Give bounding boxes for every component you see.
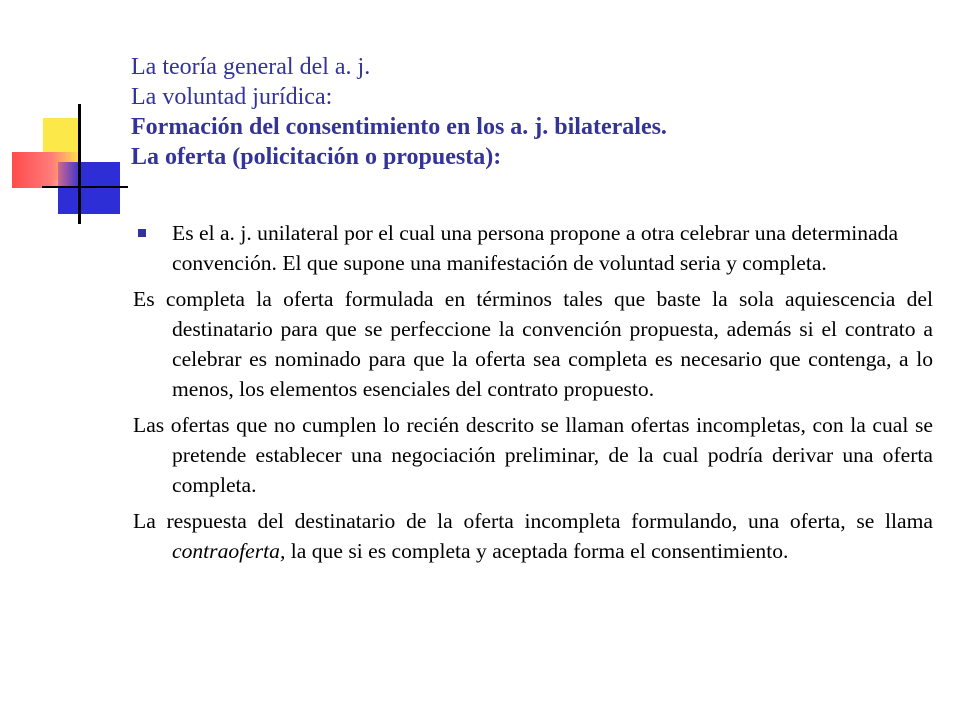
slide-logo-graphic: [0, 0, 140, 230]
counteroffer-text-after: la que si es completa y aceptada forma el consentimiento.: [285, 539, 789, 563]
counteroffer-text-before: La respuesta del destinatario de la oferta incompleta formulando, una oferta, se llama: [133, 509, 933, 533]
title-line-4: La oferta (policitación o propuesta):: [131, 144, 502, 170]
logo-horizontal-line: [42, 186, 128, 188]
counteroffer-term: contraoferta,: [172, 539, 286, 563]
logo-vertical-line: [78, 104, 81, 224]
title-line-3: Formación del consentimiento en los a. j. bilaterales.: [131, 114, 667, 140]
title-line-1: La teoría general del a. j.: [131, 54, 371, 80]
logo-red-square: [12, 152, 82, 188]
paragraph-complete-offer: Es completa la oferta formulada en términos tales que baste la sola aquiescencia del destinatario para que se perfeccione la convención propuesta, además si el contrato a celebrar es nominado para que la oferta sea completa es necesario que contenga, a lo menos, los elementos esenciales del contrato propuesto.: [133, 287, 933, 401]
title-line-2: La voluntad jurídica:: [131, 84, 333, 110]
slide-body: [133, 218, 933, 572]
paragraph-incomplete-offers: Las ofertas que no cumplen lo recién descrito se llaman ofertas incompletas, con la cual se pretende establecer una negociación preliminar, de la cual podría derivar una oferta completa.: [133, 413, 933, 497]
slide-title: [131, 52, 931, 172]
bullet-item: [133, 218, 933, 278]
square-bullet-icon: [138, 229, 146, 237]
paragraph-counteroffer: [133, 506, 933, 566]
bullet-text: Es el a. j. unilateral por el cual una persona propone a otra celebrar una determinada convención. El que supone una manifestación de voluntad seria y completa.: [172, 221, 899, 275]
